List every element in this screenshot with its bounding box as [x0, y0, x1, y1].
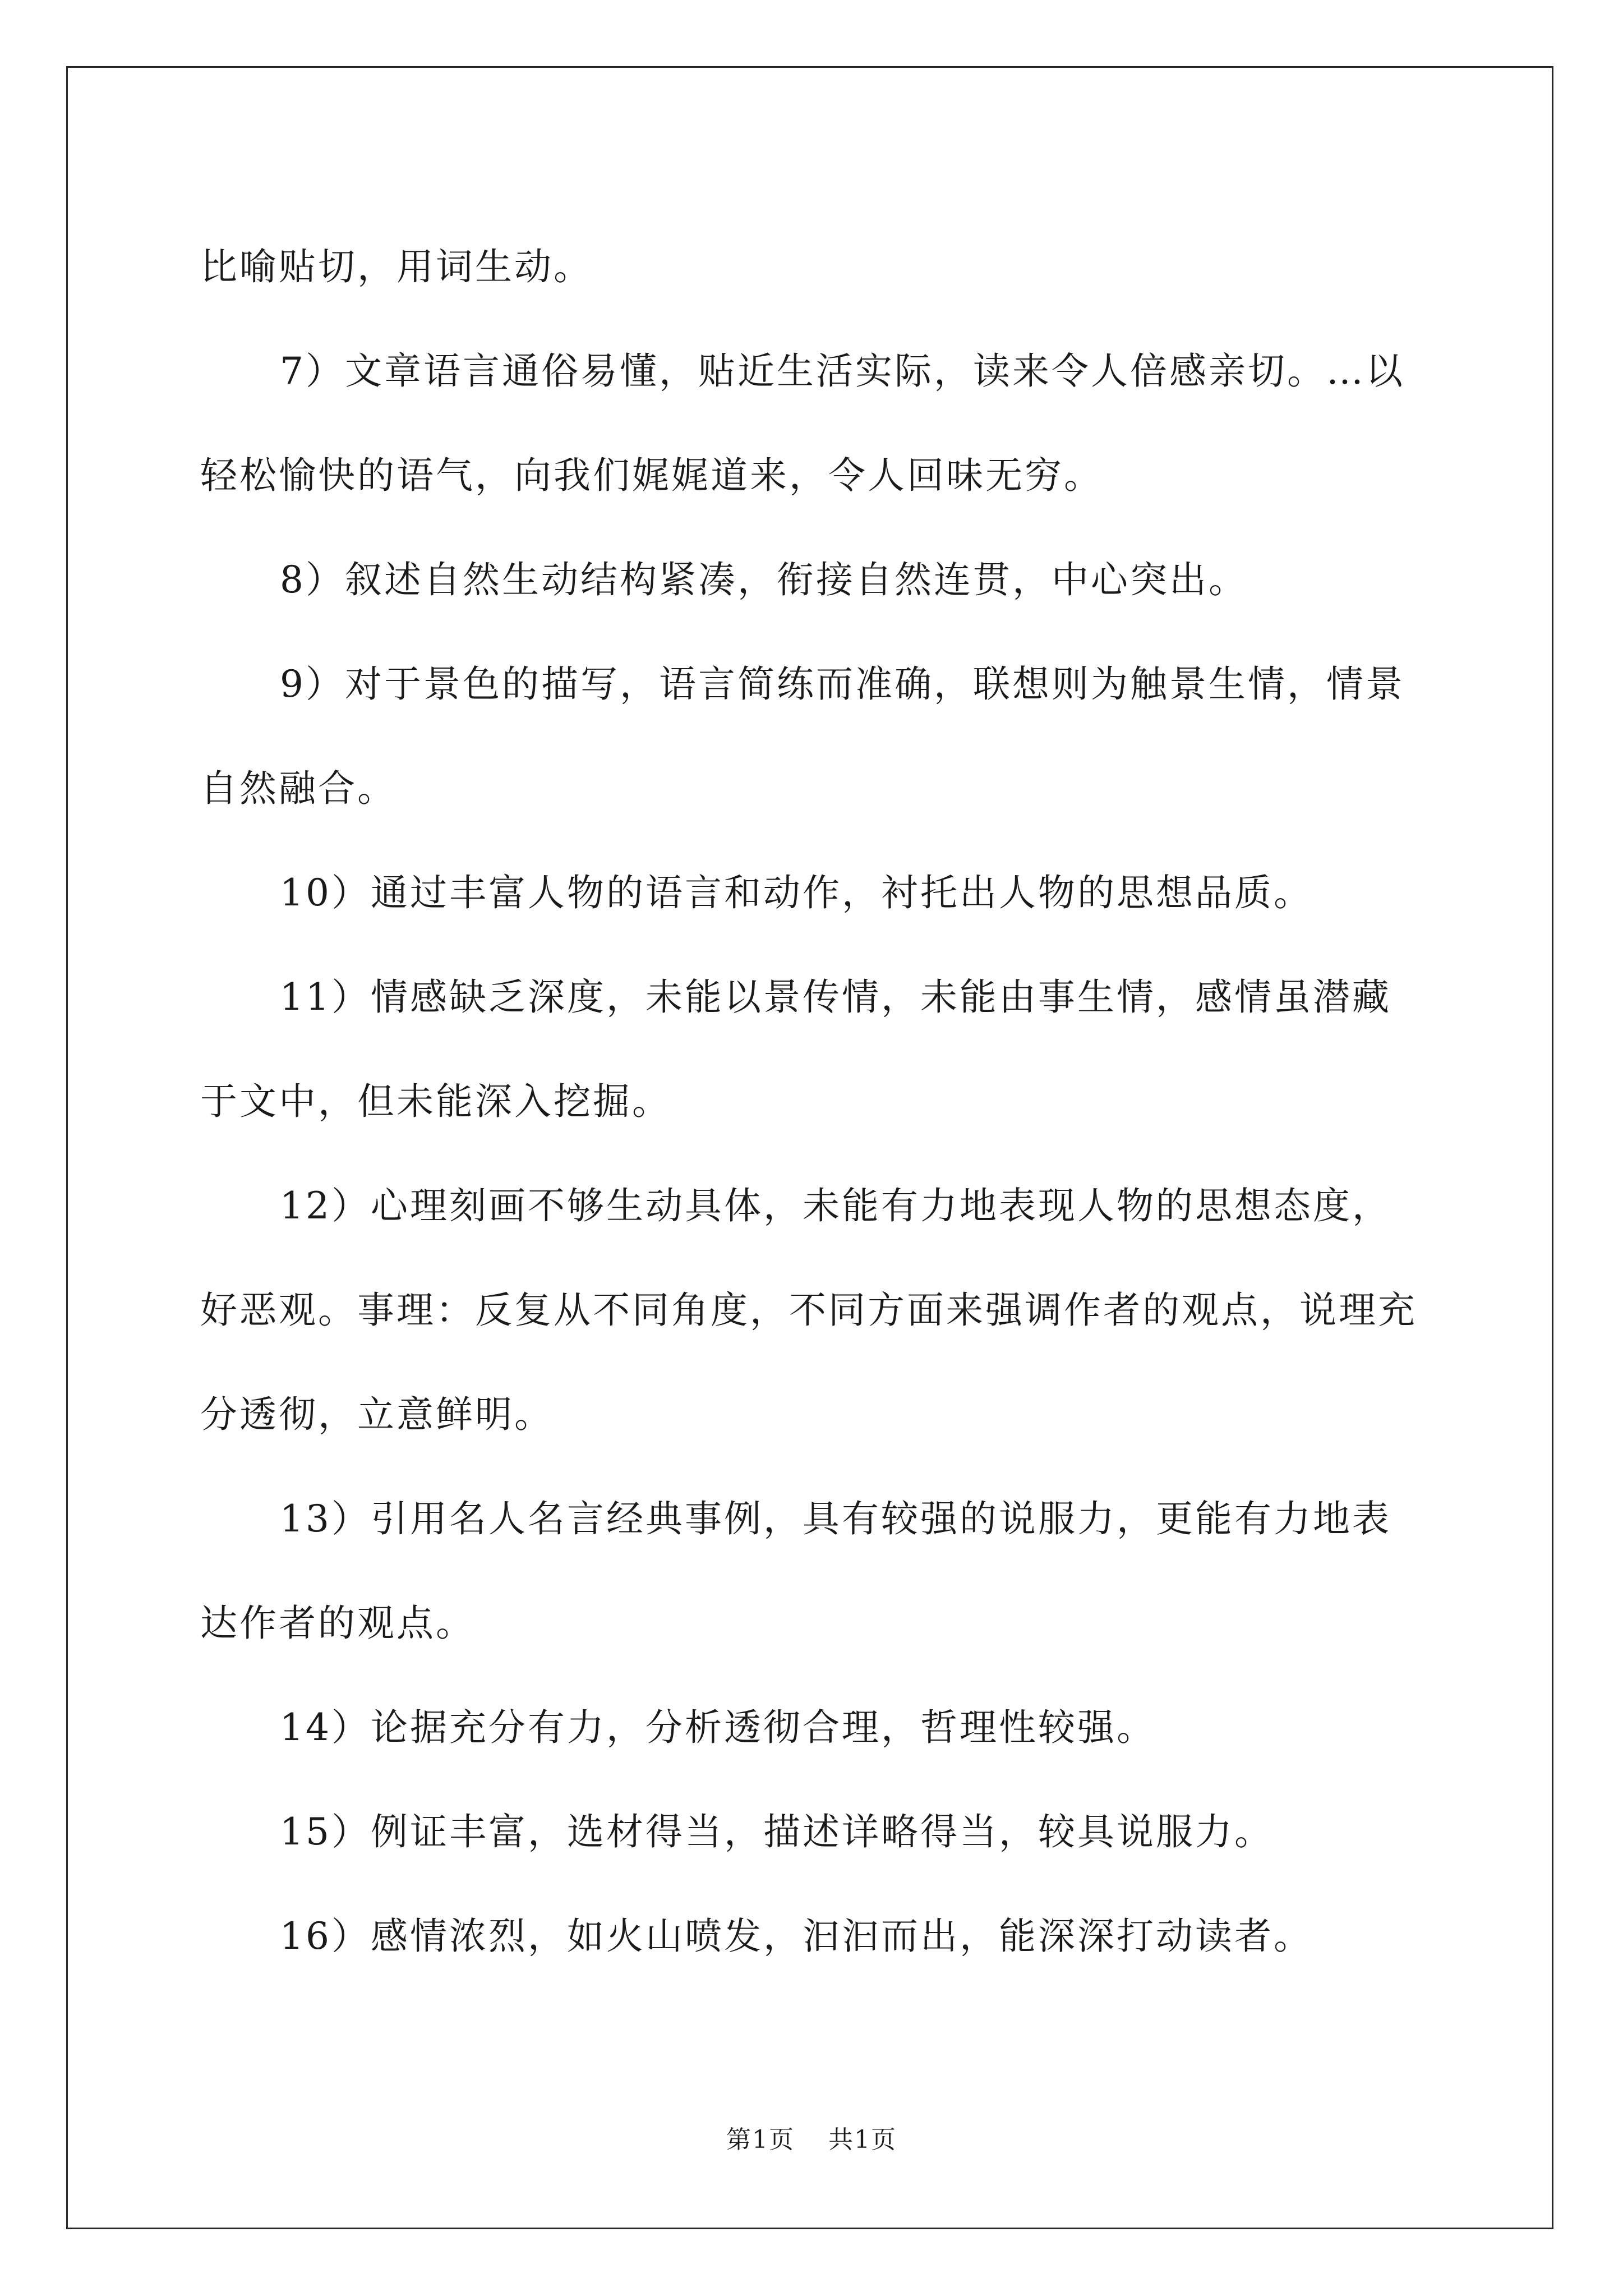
paragraph-13: 13）引用名人名言经典事例，具有较强的说服力，更能有力地表达作者的观点。: [200, 1497, 1391, 1645]
document-body: [200, 215, 1428, 1989]
paragraph-7: 7）文章语言通俗易懂，贴近生活实际，读来令人倍感亲切。…以轻松愉快的语气，向我们娓娓道来，令人回味无穷。: [200, 349, 1405, 497]
paragraph-15: 15）例证丰富，选材得当，描述详略得当，较具说服力。: [280, 1810, 1274, 1853]
paragraph-0: 比喻贴切，用词生动。: [200, 245, 593, 288]
paragraph-9: 9）对于景色的描写，语言简练而准确，联想则为触景生情，情景自然融合。: [200, 662, 1405, 810]
paragraph-11: 11）情感缺乏深度，未能以景传情，未能由事生情，感情虽潜藏于文中，但未能深入挖掘。: [200, 976, 1391, 1123]
paragraph-12: 12）心理刻画不够生动具体，未能有力地表现人物的思想态度，好恶观。事理：反复从不同角度，不同方面来强调作者的观点，说理充分透彻，立意鲜明。: [200, 1184, 1417, 1436]
paragraph-8: 8）叙述自然生动结构紧凑，衔接自然连贯，中心突出。: [280, 558, 1248, 601]
page-number-current: 第1页: [726, 2125, 795, 2154]
page-number-total: 共1页: [828, 2125, 897, 2154]
paragraph-10: 10）通过丰富人物的语言和动作，衬托出人物的思想品质。: [280, 871, 1313, 914]
page-footer: [0, 2119, 1623, 2155]
paragraph-16: 16）感情浓烈，如火山喷发，汩汩而出，能深深打动读者。: [280, 1915, 1313, 1958]
paragraph-14: 14）论据充分有力，分析透彻合理，哲理性较强。: [280, 1706, 1156, 1749]
